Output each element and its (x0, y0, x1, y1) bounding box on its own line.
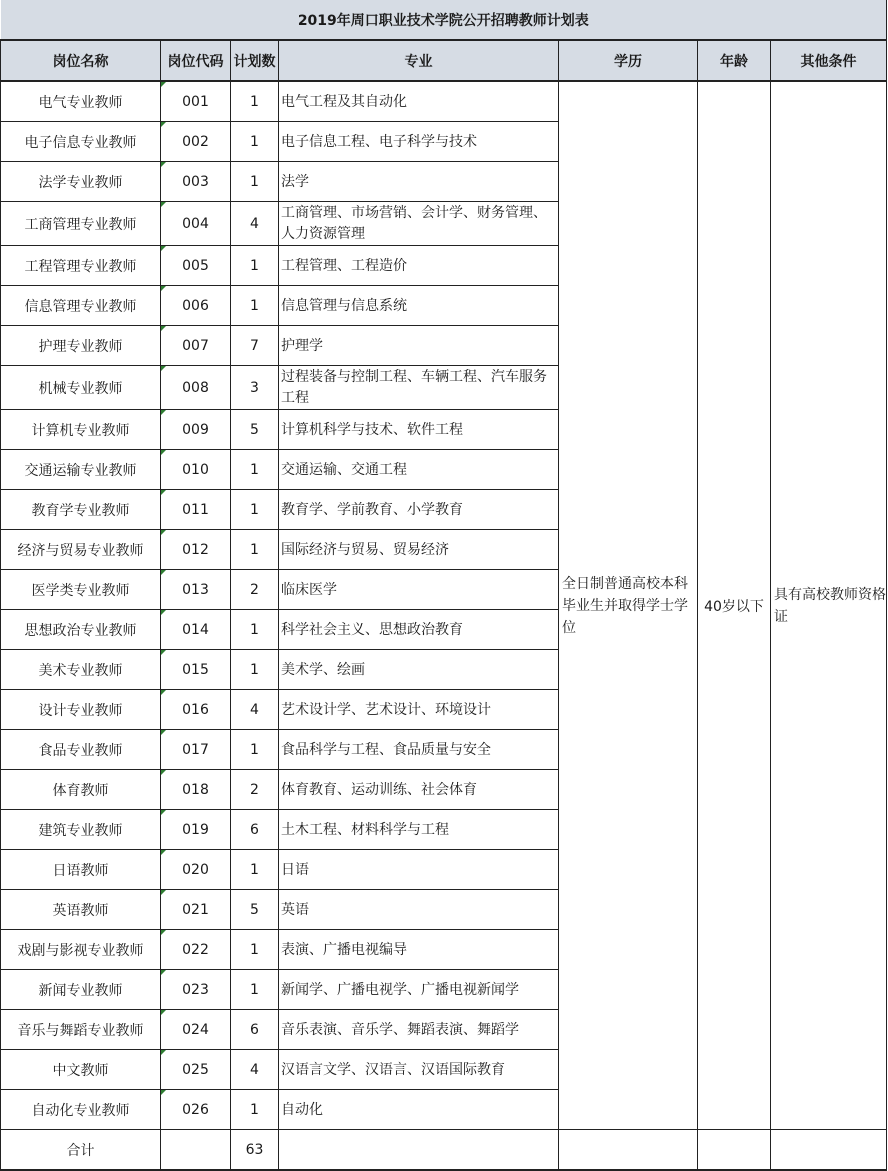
major-cell: 汉语言文学、汉语言、汉语国际教育 (279, 1050, 559, 1090)
major-cell: 新闻学、广播电视学、广播电视新闻学 (279, 970, 559, 1010)
plan-count-cell: 2 (231, 570, 279, 610)
position-name-cell: 美术专业教师 (1, 650, 161, 690)
header-education: 学历 (559, 40, 698, 81)
header-age: 年龄 (698, 40, 771, 81)
major-cell: 自动化 (279, 1090, 559, 1130)
major-cell: 电子信息工程、电子科学与技术 (279, 122, 559, 162)
major-cell: 工商管理、市场营销、会计学、财务管理、人力资源管理 (279, 202, 559, 246)
position-code-cell: 017 (161, 730, 231, 770)
position-code-cell: 010 (161, 450, 231, 490)
header-major: 专业 (279, 40, 559, 81)
plan-count-cell: 1 (231, 81, 279, 122)
plan-count-cell: 1 (231, 730, 279, 770)
plan-count-cell: 1 (231, 122, 279, 162)
total-code-cell (161, 1130, 231, 1171)
position-code-cell: 020 (161, 850, 231, 890)
position-name-cell: 电子信息专业教师 (1, 122, 161, 162)
position-code-cell: 024 (161, 1010, 231, 1050)
position-name-cell: 设计专业教师 (1, 690, 161, 730)
major-cell: 电气工程及其自动化 (279, 81, 559, 122)
position-code-cell: 003 (161, 162, 231, 202)
position-name-cell: 经济与贸易专业教师 (1, 530, 161, 570)
plan-count-cell: 6 (231, 810, 279, 850)
plan-count-cell: 1 (231, 530, 279, 570)
position-code-cell: 026 (161, 1090, 231, 1130)
plan-count-cell: 4 (231, 690, 279, 730)
major-cell: 信息管理与信息系统 (279, 286, 559, 326)
position-name-cell: 工程管理专业教师 (1, 246, 161, 286)
header-row (1, 40, 887, 81)
position-name-cell: 医学类专业教师 (1, 570, 161, 610)
position-code-cell: 014 (161, 610, 231, 650)
position-name-cell: 食品专业教师 (1, 730, 161, 770)
total-education-cell (559, 1130, 698, 1171)
position-name-cell: 思想政治专业教师 (1, 610, 161, 650)
position-code-cell: 007 (161, 326, 231, 366)
major-cell: 国际经济与贸易、贸易经济 (279, 530, 559, 570)
position-code-cell: 005 (161, 246, 231, 286)
total-major-cell (279, 1130, 559, 1171)
major-cell: 计算机科学与技术、软件工程 (279, 410, 559, 450)
position-code-cell: 016 (161, 690, 231, 730)
major-cell: 食品科学与工程、食品质量与安全 (279, 730, 559, 770)
position-name-cell: 建筑专业教师 (1, 810, 161, 850)
plan-count-cell: 6 (231, 1010, 279, 1050)
plan-count-cell: 1 (231, 450, 279, 490)
plan-count-cell: 7 (231, 326, 279, 366)
header-count: 计划数 (231, 40, 279, 81)
position-code-cell: 021 (161, 890, 231, 930)
position-code-cell: 019 (161, 810, 231, 850)
total-count-cell: 63 (231, 1130, 279, 1171)
position-name-cell: 工商管理专业教师 (1, 202, 161, 246)
plan-count-cell: 1 (231, 850, 279, 890)
major-cell: 过程装备与控制工程、车辆工程、汽车服务工程 (279, 366, 559, 410)
plan-count-cell: 1 (231, 970, 279, 1010)
position-code-cell: 001 (161, 81, 231, 122)
plan-count-cell: 1 (231, 246, 279, 286)
major-cell: 交通运输、交通工程 (279, 450, 559, 490)
education-requirement-cell: 全日制普通高校本科毕业生并取得学士学位 (559, 81, 698, 1130)
position-code-cell: 015 (161, 650, 231, 690)
table-row (1, 81, 887, 122)
position-code-cell: 009 (161, 410, 231, 450)
position-code-cell: 002 (161, 122, 231, 162)
header-other: 其他条件 (771, 40, 887, 81)
position-name-cell: 英语教师 (1, 890, 161, 930)
position-name-cell: 信息管理专业教师 (1, 286, 161, 326)
position-name-cell: 法学专业教师 (1, 162, 161, 202)
position-name-cell: 中文教师 (1, 1050, 161, 1090)
position-name-cell: 机械专业教师 (1, 366, 161, 410)
plan-count-cell: 5 (231, 890, 279, 930)
position-code-cell: 018 (161, 770, 231, 810)
table-title: 2019年周口职业技术学院公开招聘教师计划表 (1, 0, 887, 40)
position-name-cell: 音乐与舞蹈专业教师 (1, 1010, 161, 1050)
header-name: 岗位名称 (1, 40, 161, 81)
total-label-cell: 合计 (1, 1130, 161, 1171)
other-requirement-cell: 具有高校教师资格证 (771, 81, 887, 1130)
major-cell: 日语 (279, 850, 559, 890)
position-name-cell: 计算机专业教师 (1, 410, 161, 450)
major-cell: 音乐表演、音乐学、舞蹈表演、舞蹈学 (279, 1010, 559, 1050)
plan-count-cell: 1 (231, 610, 279, 650)
plan-count-cell: 1 (231, 286, 279, 326)
major-cell: 艺术设计学、艺术设计、环境设计 (279, 690, 559, 730)
header-code: 岗位代码 (161, 40, 231, 81)
total-row (1, 1130, 887, 1171)
plan-count-cell: 4 (231, 1050, 279, 1090)
plan-count-cell: 4 (231, 202, 279, 246)
position-name-cell: 日语教师 (1, 850, 161, 890)
major-cell: 体育教育、运动训练、社会体育 (279, 770, 559, 810)
position-code-cell: 004 (161, 202, 231, 246)
position-name-cell: 护理专业教师 (1, 326, 161, 366)
plan-count-cell: 1 (231, 162, 279, 202)
major-cell: 护理学 (279, 326, 559, 366)
major-cell: 土木工程、材料科学与工程 (279, 810, 559, 850)
major-cell: 美术学、绘画 (279, 650, 559, 690)
plan-count-cell: 1 (231, 490, 279, 530)
major-cell: 工程管理、工程造价 (279, 246, 559, 286)
position-code-cell: 022 (161, 930, 231, 970)
plan-count-cell: 1 (231, 650, 279, 690)
major-cell: 表演、广播电视编导 (279, 930, 559, 970)
major-cell: 教育学、学前教育、小学教育 (279, 490, 559, 530)
plan-count-cell: 3 (231, 366, 279, 410)
position-name-cell: 教育学专业教师 (1, 490, 161, 530)
position-code-cell: 006 (161, 286, 231, 326)
plan-count-cell: 1 (231, 1090, 279, 1130)
position-code-cell: 012 (161, 530, 231, 570)
position-name-cell: 新闻专业教师 (1, 970, 161, 1010)
position-name-cell: 电气专业教师 (1, 81, 161, 122)
position-name-cell: 体育教师 (1, 770, 161, 810)
age-requirement-cell: 40岁以下 (698, 81, 771, 1130)
position-code-cell: 023 (161, 970, 231, 1010)
total-age-cell (698, 1130, 771, 1171)
position-name-cell: 戏剧与影视专业教师 (1, 930, 161, 970)
major-cell: 英语 (279, 890, 559, 930)
total-other-cell (771, 1130, 887, 1171)
position-name-cell: 自动化专业教师 (1, 1090, 161, 1130)
position-code-cell: 013 (161, 570, 231, 610)
table-body (1, 81, 887, 1170)
plan-count-cell: 2 (231, 770, 279, 810)
position-code-cell: 008 (161, 366, 231, 410)
position-name-cell: 交通运输专业教师 (1, 450, 161, 490)
position-code-cell: 011 (161, 490, 231, 530)
position-code-cell: 025 (161, 1050, 231, 1090)
plan-count-cell: 1 (231, 930, 279, 970)
major-cell: 法学 (279, 162, 559, 202)
major-cell: 科学社会主义、思想政治教育 (279, 610, 559, 650)
plan-count-cell: 5 (231, 410, 279, 450)
major-cell: 临床医学 (279, 570, 559, 610)
